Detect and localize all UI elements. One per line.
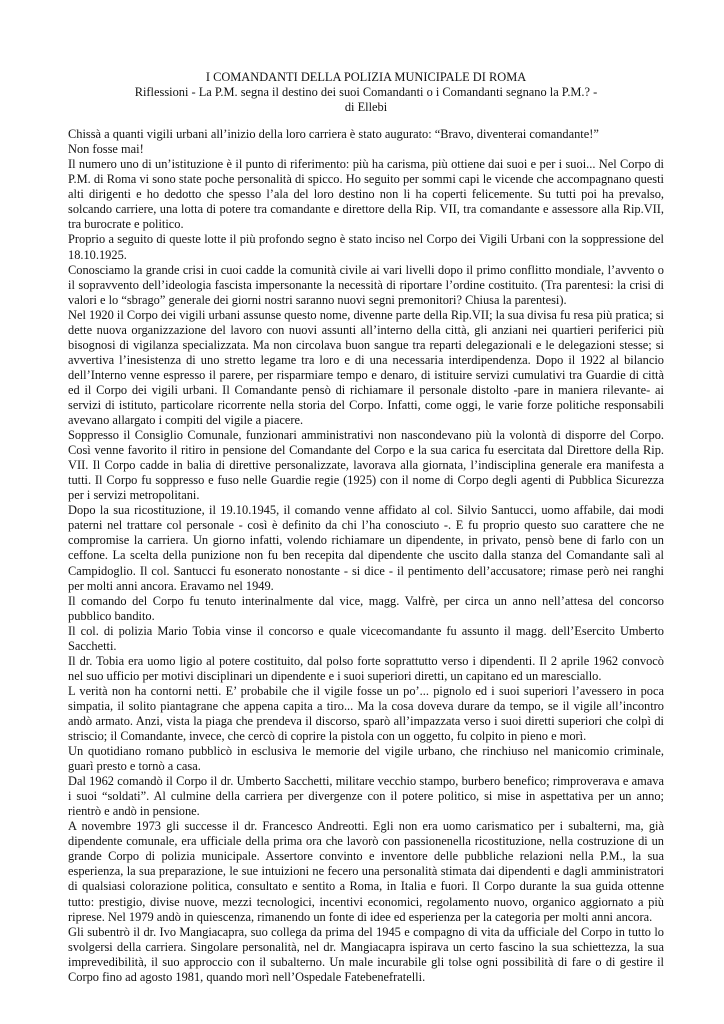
document-body: [68, 127, 664, 985]
paragraph: Un quotidiano romano pubblicò in esclusiva le memorie del vigile urbano, che rinchiuso nel manicomio criminale, guarì presto e tornò a casa.: [68, 744, 664, 774]
paragraph: L verità non ha contorni netti. E’ probabile che il vigile fosse un po’... pignolo ed i suoi superiori l’avessero in poca simpatia, il solito piantagrane che appena capita a tiro... Ma la cosa doveva durare da tempo, se il vigile all’incontro andò armato. Anzi, vista la piaga che prendeva il discorso, sparò all’impazzata verso i suoi diretti superiori che colpì di striscio; il Comandante, invece, che cercò di coprire la pistola con un oggetto, fu colpito in pieno e morì.: [68, 683, 664, 744]
paragraph: Il dr. Tobia era uomo ligio al potere costituito, dal polso forte soprattutto verso i dipendenti. Il 2 aprile 1962 convocò nel suo ufficio per motivi disciplinari un dipendente e i suoi superiori diretti, un capitano ed un maresciallo.: [68, 653, 664, 683]
paragraph: Conosciamo la grande crisi in cuoi cadde la comunità civile ai vari livelli dopo il primo conflitto mondiale, l’avvento o il sopravvento dell’ideologia fascista impersonante la necessità di riportare l’ordine costituito. (Tra parentesi: la crisi di valori e lo “sbrago” generale dei giorni nostri saranno nuovi segni premonitori? Chiusa la parentesi).: [68, 262, 664, 307]
paragraph: Il comando del Corpo fu tenuto interinalmente dal vice, magg. Valfrè, per circa un anno nell’attesa del concorso pubblico bandito.: [68, 593, 664, 623]
paragraph: Gli subentrò il dr. Ivo Mangiacapra, suo collega da prima del 1945 e compagno di vita da ufficiale del Corpo in tutto lo svolgersi della carriera. Singolare personalità, nel dr. Mangiacapra ispirava un certo fascino la sua schiettezza, la sua imprevedibilità, il suo approccio con il subalterno. Un male incurabile gli tolse ogni possibilità di fare o di gestire il Corpo fino ad agosto 1981, quando morì nell’Ospedale Fatebenefratelli.: [68, 924, 664, 984]
document-title: I COMANDANTI DELLA POLIZIA MUNICIPALE DI ROMA: [205, 70, 527, 84]
paragraph: A novembre 1973 gli successe il dr. Francesco Andreotti. Egli non era uomo carismatico per i subalterni, ma, già dipendente comunale, era ufficiale della prima ora che lavorò con passionenella ricostituzione, nella costruzione di un grande Corpo di polizia municipale. Assertore convinto e inventore delle pubbliche relazioni nella P.M., la sua esperienza, la sua preparazione, le sue intuizioni ne fecero una personalità stimata dai dipendenti e dagli amministratori di qualsiasi colorazione politica, consultato e sentito a Roma, in Italia e fuori. Il Corpo durante la sua guida ottenne tutto: prestigio, divise nuove, mezzi tecnologici, incentivi economici, regolamento nuovo, organico aggiornato a più riprese. Nel 1979 andò in quiescenza, rimanendo un fonte di idee ed esperienza per la categoria per molti anni ancora.: [68, 819, 664, 924]
paragraph: Soppresso il Consiglio Comunale, funzionari amministrativi non nascondevano più la volontà di disporre del Corpo. Così venne favorito il ritiro in pensione del Comandante del Corpo e la sua carica fu esercitata dal Direttore della Rip. VII. Il Corpo cadde in balia di direttive personalizzate, lavorava alla giornata, l’indisciplina generale era manifesta a tutti. Il Corpo fu soppresso e fuso nelle Guardie regie (1925) con il nome di Corpo degli agenti di Pubblica Sicurezza per i servizi metropolitani.: [68, 428, 664, 503]
paragraph: Dopo la sua ricostituzione, il 19.10.1945, il comando venne affidato al col. Silvio Santucci, uomo affabile, dai modi paterni nel trattare col personale - così è definito da chi l’ha conosciuto -. E fu proprio questo suo carattere che ne compromise la carriera. Un giorno infatti, volendo richiamare un dipendente, in privato, pensò bene di farlo con un ceffone. La scelta della punizione non fu ben recepita dal dipendente che uscito dalla stanza del Comandante salì al Campidoglio. Il col. Santucci fu esonerato nonostante - si dice - il pentimento dell’accusatore; rimase però nei ranghi per molti anni ancora. Eravamo nel 1949.: [68, 503, 664, 593]
document-header: [68, 70, 664, 115]
paragraph: Il col. di polizia Mario Tobia vinse il concorso e quale vicecomandante fu assunto il magg. dell’Esercito Umberto Sacchetti.: [68, 623, 664, 653]
paragraph: Non fosse mai!: [68, 142, 144, 157]
document-author: di Ellebi: [344, 100, 388, 115]
paragraph: Il numero uno di un’istituzione è il punto di riferimento: più ha carisma, più ottiene dai suoi e per i suoi... Nel Corpo di P.M. di Roma vi sono state poche personalità di spicco. Ho seguito per sommi capi le vicende che accompagnano questi alti dirigenti e ho dedotto che spesso l’ala del loro destino non li ha coperti felicemente. Su tutti poi ha prevalso, solcando carriere, una lotta di potere tra comandante e direttore della Rip. VII, tra comandante e assessore alla Rip.VII, tra burocrate e politico.: [68, 157, 664, 232]
document-subtitle: Riflessioni - La P.M. segna il destino dei suoi Comandanti o i Comandanti segnano la P.M.? -: [134, 85, 598, 100]
paragraph: Dal 1962 comandò il Corpo il dr. Umberto Sacchetti, militare vecchio stampo, burbero benefico; rimproverava e amava i suoi “soldati”. Al culmine della carriera per divergenze con il potere politico, si mise in aspettativa per un anno; rientrò e andò in pensione.: [68, 774, 664, 819]
paragraph: Chissà a quanti vigili urbani all’inizio della loro carriera è stato augurato: “Bravo, diventerai comandante!”: [68, 127, 599, 142]
paragraph: Proprio a seguito di queste lotte il più profondo segno è stato inciso nel Corpo dei Vigili Urbani con la soppressione del 18.10.1925.: [68, 232, 664, 262]
paragraph: Nel 1920 il Corpo dei vigili urbani assunse questo nome, divenne parte della Rip.VII; la sua divisa fu resa più pratica; si dette nuova organizzazione del lavoro con nuovi assunti all’interno della città, gli anziani nei quartieri periferici più bisognosi di vigilanza specializzata. Ma non circolava buon sangue tra reparti delegazionali e le delegazioni stesse; si avvertiva l’inesistenza di uno stretto legame tra loro e di una necessaria interdipendenza. Dopo il 1922 al bilancio dell’Interno venne espresso il parere, per risparmiare tempo e denaro, di istituire servizi cumulativi tra Guardie di città ed il Corpo dei vigili urbani. Il Comandante pensò di richiamare il personale distolto -pare in maniera rilevante- ai servizi di istituto, particolare ricorrente nella storia del Corpo. Infatti, come oggi, le varie forze politiche responsabili avevano allargato i compiti del vigile a piacere.: [68, 307, 664, 428]
